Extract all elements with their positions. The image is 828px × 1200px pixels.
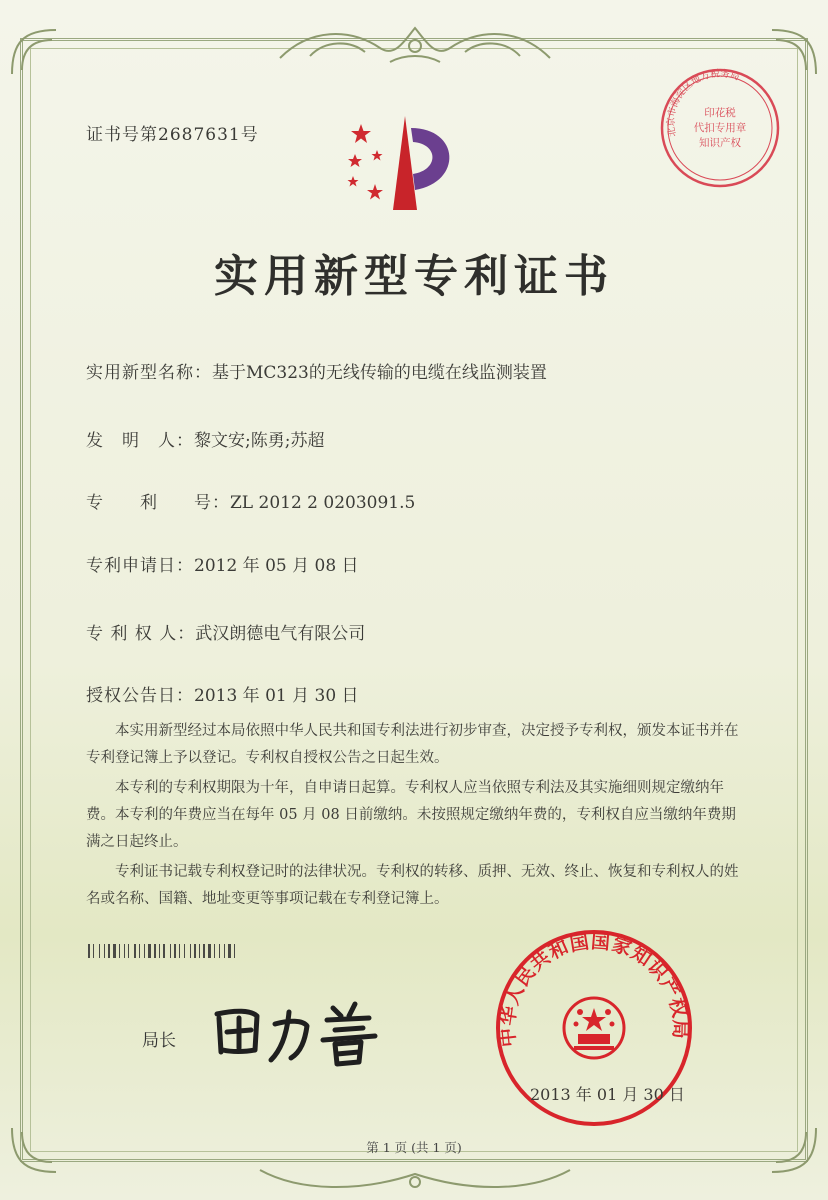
tax-stamp-line-2: 代扣专用章: [693, 122, 747, 134]
certificate-body: [86, 718, 746, 916]
field-value: 基于MC323的无线传输的电缆在线监测装置: [212, 363, 547, 383]
field-grant-date: [86, 681, 359, 706]
field-patent-number: [86, 488, 415, 513]
top-ornament: [270, 18, 560, 68]
seal-date: 2013 年 01 月 30 日: [530, 1085, 685, 1104]
body-paragraph-1: 本实用新型经过本局依照中华人民共和国专利法进行初步审查，决定授予专利权，颁发本证书并在专利登记簿上予以登记。专利权自授权公告之日起生效。: [86, 723, 739, 766]
field-utility-model-name: [86, 358, 547, 383]
tax-stamp: [658, 66, 782, 190]
body-paragraph-2: 本专利的专利权期限为十年，自申请日起算。专利权人应当依照专利法及其实施细则规定缴纳年费。本专利的年费应当在每年 05 月 08 日前缴纳。未按照规定缴纳年费的，专利权自应当缴纳年费期满之日起终止。: [86, 780, 736, 850]
field-label: 专 利 权 人：: [86, 624, 196, 644]
field-label: 专利申请日：: [86, 556, 194, 576]
field-application-date: [86, 551, 359, 576]
patent-office-logo: [335, 110, 475, 220]
page-number: 第 1 页 (共 1 页): [366, 1140, 462, 1155]
field-value: 2013 年 01 月 30 日: [194, 686, 359, 706]
seal-ring-text: 中华人民共和国国家知识产权局: [496, 930, 692, 1048]
tax-stamp-ring-text: 北京市海淀区地方税务局: [665, 68, 741, 138]
national-emblem-icon: [564, 998, 624, 1058]
field-value: ZL 2012 2 0203091.5: [230, 493, 416, 513]
tax-stamp-line-3: 知识产权: [699, 137, 741, 149]
field-value: 武汉朗德电气有限公司: [195, 624, 366, 644]
field-label: 发 明 人：: [86, 431, 194, 451]
body-paragraph-3: 专利证书记载专利权登记时的法律状况。专利权的转移、质押、无效、终止、恢复和专利权人的姓名或名称、国籍、地址变更等事项记载在专利登记簿上。: [86, 864, 739, 907]
barcode: [88, 944, 294, 958]
certificate-number: 证书号第2687631号: [86, 125, 259, 145]
field-label: 专 利 号：: [86, 493, 230, 513]
bottom-ornament: [250, 1160, 580, 1196]
field-value: 2012 年 05 月 08 日: [194, 556, 359, 576]
certificate-title: 实用新型专利证书: [214, 251, 614, 302]
director-signature: [205, 990, 405, 1070]
field-patentee: [86, 619, 365, 644]
field-value: 黎文安;陈勇;苏超: [194, 431, 325, 451]
tax-stamp-line-1: 印花税: [704, 107, 736, 119]
field-label: 实用新型名称：: [86, 363, 212, 383]
field-inventors: [86, 426, 324, 451]
corner-ornament-top-left: [4, 22, 64, 82]
director-label: 局长: [142, 1031, 176, 1051]
svg-text:中华人民共和国国家知识产权局: [495, 931, 691, 1048]
field-label: 授权公告日：: [86, 686, 194, 706]
